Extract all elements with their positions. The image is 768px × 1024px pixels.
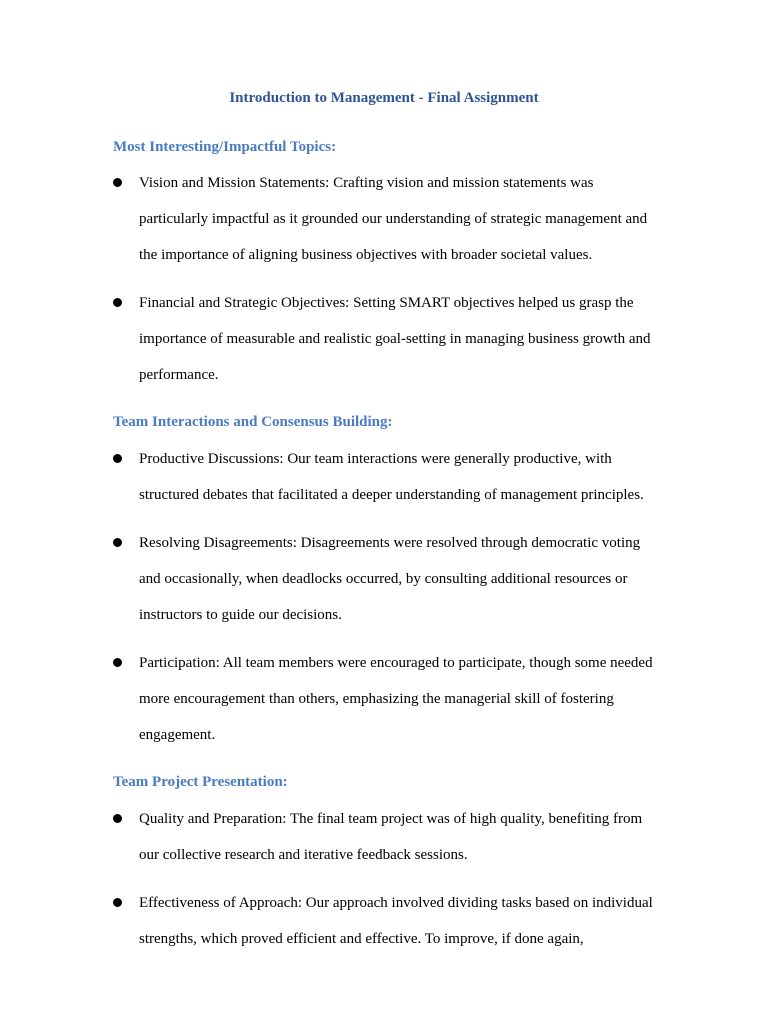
bullet-icon [113, 538, 122, 547]
bullet-icon [113, 898, 122, 907]
bullet-icon [113, 658, 122, 667]
bullet-icon [113, 178, 122, 187]
bullet-text: Vision and Mission Statements: Crafting vision and mission statements was particularly impactful as it grounded our understanding of strategic management and the importance of aligning business objectives with broader societal values. [139, 175, 648, 263]
bullet-text: Effectiveness of Approach: Our approach involved dividing tasks based on individual strengths, which proved efficient and effective. To improve, if done again, [139, 895, 653, 947]
bullet-text: Productive Discussions: Our team interactions were generally productive, with structured debates that facilitated a deeper understanding of management principles. [139, 451, 644, 503]
section-heading-team-interactions: Team Interactions and Consensus Building: [113, 414, 393, 430]
bullet-text: Participation: All team members were encouraged to participate, though some needed more encouragement than others, emphasizing the managerial skill of fostering engagement. [139, 655, 653, 743]
section-heading-team-project: Team Project Presentation: [113, 774, 288, 790]
bullet-text: Financial and Strategic Objectives: Setting SMART objectives helped us grasp the importance of measurable and realistic goal-setting in managing business growth and performance. [139, 295, 651, 383]
bullet-text: Resolving Disagreements: Disagreements were resolved through democratic voting and occasionally, when deadlocks occurred, by consulting additional resources or instructors to guide our decisions. [139, 535, 641, 623]
document-title: Introduction to Management - Final Assignment [229, 90, 539, 106]
bullet-icon [113, 814, 122, 823]
bullet-icon [113, 298, 122, 307]
section-heading-topics: Most Interesting/Impactful Topics: [113, 139, 337, 155]
bullet-text: Quality and Preparation: The final team project was of high quality, benefiting from our collective research and iterative feedback sessions. [139, 811, 643, 863]
bullet-icon [113, 454, 122, 463]
